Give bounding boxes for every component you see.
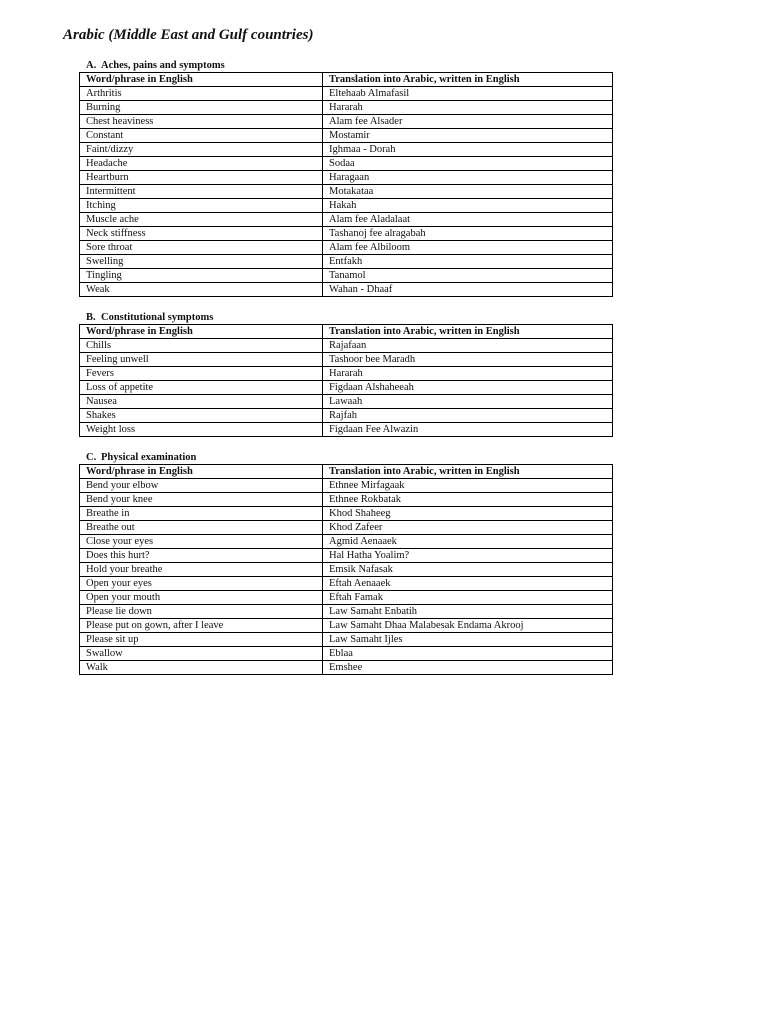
english-phrase-cell: Faint/dizzy: [80, 143, 323, 157]
english-phrase-cell: Breathe out: [80, 521, 323, 535]
table-row: [80, 227, 613, 241]
english-phrase-cell: Swallow: [80, 647, 323, 661]
section-heading-text: Constitutional symptoms: [101, 312, 214, 323]
english-phrase-cell: Nausea: [80, 395, 323, 409]
arabic-translation-cell: Hal Hatha Yoalim?: [323, 549, 613, 563]
english-phrase-cell: Burning: [80, 101, 323, 115]
arabic-translation-cell: Alam fee Alsader: [323, 115, 613, 129]
table-row: [80, 269, 613, 283]
table-row: [80, 185, 613, 199]
table-row: [80, 353, 613, 367]
table-row: [80, 591, 613, 605]
table-row: [80, 381, 613, 395]
arabic-translation-cell: Lawaah: [323, 395, 613, 409]
english-phrase-cell: Neck stiffness: [80, 227, 323, 241]
table-row: [80, 633, 613, 647]
arabic-translation-cell: Khod Zafeer: [323, 521, 613, 535]
english-phrase-cell: Fevers: [80, 367, 323, 381]
arabic-translation-cell: Ighmaa - Dorah: [323, 143, 613, 157]
table-row: [80, 521, 613, 535]
section-aches-pains: [79, 59, 612, 297]
table-row: [80, 143, 613, 157]
section-letter: A.: [86, 60, 97, 71]
arabic-translation-cell: Motakataa: [323, 185, 613, 199]
english-phrase-cell: Please sit up: [80, 633, 323, 647]
english-phrase-cell: Does this hurt?: [80, 549, 323, 563]
arabic-translation-cell: Rajafaan: [323, 339, 613, 353]
english-phrase-cell: Feeling unwell: [80, 353, 323, 367]
section-physical-exam: [79, 451, 612, 675]
table-row: [80, 129, 613, 143]
table-row: [80, 619, 613, 633]
table-row: [80, 101, 613, 115]
arabic-translation-cell: Law Samaht Ijles: [323, 633, 613, 647]
arabic-translation-cell: Eftah Famak: [323, 591, 613, 605]
page-title: Arabic (Middle East and Gulf countries): [63, 27, 314, 43]
table-row: [80, 213, 613, 227]
english-phrase-cell: Close your eyes: [80, 535, 323, 549]
english-phrase-cell: Weight loss: [80, 423, 323, 437]
arabic-translation-cell: Mostamir: [323, 129, 613, 143]
column-header-english: Word/phrase in English: [80, 465, 323, 479]
english-phrase-cell: Chest heaviness: [80, 115, 323, 129]
table-row: [80, 647, 613, 661]
english-phrase-cell: Muscle ache: [80, 213, 323, 227]
arabic-translation-cell: Rajfah: [323, 409, 613, 423]
english-phrase-cell: Heartburn: [80, 171, 323, 185]
english-phrase-cell: Sore throat: [80, 241, 323, 255]
table-header-row: [80, 465, 613, 479]
section-heading-text: Aches, pains and symptoms: [101, 60, 225, 71]
table-row: [80, 339, 613, 353]
section-heading: [79, 59, 612, 72]
section-letter: B.: [86, 312, 96, 323]
arabic-translation-cell: Ethnee Mirfagaak: [323, 479, 613, 493]
english-phrase-cell: Weak: [80, 283, 323, 297]
column-header-english: Word/phrase in English: [80, 73, 323, 87]
arabic-translation-cell: Emshee: [323, 661, 613, 675]
column-header-translation: Translation into Arabic, written in English: [323, 465, 613, 479]
section-constitutional: [79, 311, 612, 437]
table-row: [80, 87, 613, 101]
english-phrase-cell: Itching: [80, 199, 323, 213]
table-row: [80, 605, 613, 619]
column-header-translation: Translation into Arabic, written in English: [323, 325, 613, 339]
table-row: [80, 507, 613, 521]
table-header-row: [80, 73, 613, 87]
table-row: [80, 661, 613, 675]
table-row: [80, 493, 613, 507]
arabic-translation-cell: Wahan - Dhaaf: [323, 283, 613, 297]
english-phrase-cell: Walk: [80, 661, 323, 675]
table-row: [80, 535, 613, 549]
arabic-translation-cell: Tashoor bee Maradh: [323, 353, 613, 367]
arabic-translation-cell: Hararah: [323, 101, 613, 115]
phrase-table: [79, 324, 613, 437]
arabic-translation-cell: Ethnee Rokbatak: [323, 493, 613, 507]
english-phrase-cell: Shakes: [80, 409, 323, 423]
section-heading: [79, 451, 612, 464]
arabic-translation-cell: Figdaan Alshaheeah: [323, 381, 613, 395]
table-row: [80, 395, 613, 409]
column-header-translation: Translation into Arabic, written in English: [323, 73, 613, 87]
table-row: [80, 241, 613, 255]
column-header-english: Word/phrase in English: [80, 325, 323, 339]
table-row: [80, 409, 613, 423]
english-phrase-cell: Breathe in: [80, 507, 323, 521]
arabic-translation-cell: Hararah: [323, 367, 613, 381]
arabic-translation-cell: Entfakh: [323, 255, 613, 269]
arabic-translation-cell: Figdaan Fee Alwazin: [323, 423, 613, 437]
table-row: [80, 115, 613, 129]
section-heading-text: Physical examination: [101, 452, 197, 463]
english-phrase-cell: Arthritis: [80, 87, 323, 101]
arabic-translation-cell: Law Samaht Dhaa Malabesak Endama Akrooj: [323, 619, 613, 633]
arabic-translation-cell: Tashanoj fee alragabah: [323, 227, 613, 241]
table-row: [80, 255, 613, 269]
table-row: [80, 563, 613, 577]
arabic-translation-cell: Agmid Aenaaek: [323, 535, 613, 549]
arabic-translation-cell: Eblaa: [323, 647, 613, 661]
table-header-row: [80, 325, 613, 339]
arabic-translation-cell: Law Samaht Enbatih: [323, 605, 613, 619]
english-phrase-cell: Open your eyes: [80, 577, 323, 591]
arabic-translation-cell: Khod Shaheeg: [323, 507, 613, 521]
arabic-translation-cell: Sodaa: [323, 157, 613, 171]
table-row: [80, 283, 613, 297]
arabic-translation-cell: Hakah: [323, 199, 613, 213]
english-phrase-cell: Open your mouth: [80, 591, 323, 605]
phrase-table: [79, 72, 613, 297]
english-phrase-cell: Loss of appetite: [80, 381, 323, 395]
arabic-translation-cell: Alam fee Aladalaat: [323, 213, 613, 227]
table-row: [80, 479, 613, 493]
arabic-translation-cell: Haragaan: [323, 171, 613, 185]
table-row: [80, 171, 613, 185]
phrase-table: [79, 464, 613, 675]
arabic-translation-cell: Emsik Nafasak: [323, 563, 613, 577]
english-phrase-cell: Constant: [80, 129, 323, 143]
table-row: [80, 423, 613, 437]
table-row: [80, 577, 613, 591]
section-letter: C.: [86, 452, 97, 463]
english-phrase-cell: Swelling: [80, 255, 323, 269]
arabic-translation-cell: Eltehaab Almafasil: [323, 87, 613, 101]
table-row: [80, 549, 613, 563]
english-phrase-cell: Tingling: [80, 269, 323, 283]
table-row: [80, 199, 613, 213]
section-heading: [79, 311, 612, 324]
arabic-translation-cell: Eftah Aenaaek: [323, 577, 613, 591]
english-phrase-cell: Chills: [80, 339, 323, 353]
english-phrase-cell: Please put on gown, after I leave: [80, 619, 323, 633]
english-phrase-cell: Bend your elbow: [80, 479, 323, 493]
english-phrase-cell: Intermittent: [80, 185, 323, 199]
arabic-translation-cell: Tanamol: [323, 269, 613, 283]
english-phrase-cell: Please lie down: [80, 605, 323, 619]
table-row: [80, 157, 613, 171]
english-phrase-cell: Bend your knee: [80, 493, 323, 507]
arabic-translation-cell: Alam fee Albiloom: [323, 241, 613, 255]
english-phrase-cell: Headache: [80, 157, 323, 171]
table-row: [80, 367, 613, 381]
english-phrase-cell: Hold your breathe: [80, 563, 323, 577]
